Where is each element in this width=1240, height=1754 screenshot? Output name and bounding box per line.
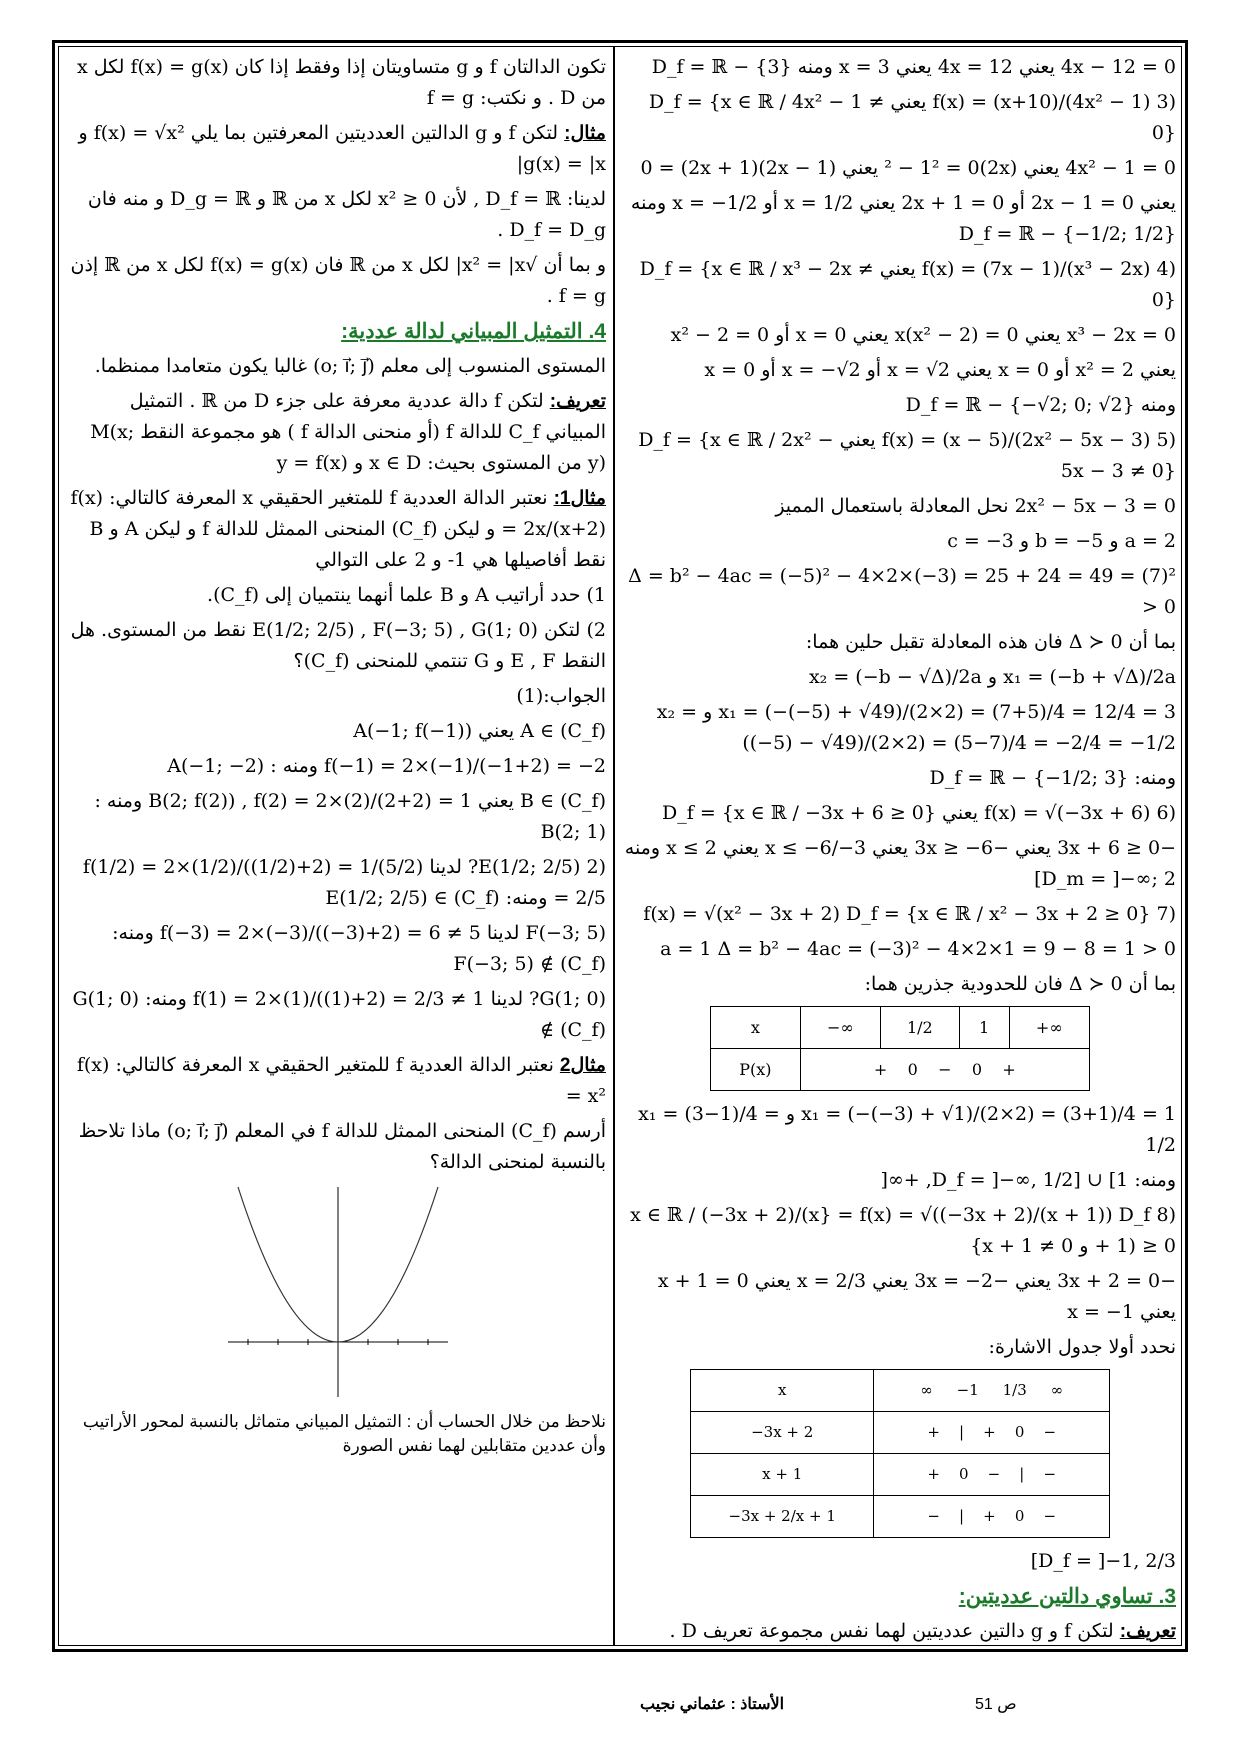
line-r18: −3x + 6 ≥ 0 يعني −3x ≥ −6 يعني x ≤ −6/−3 يعني x ≤ 2 ومنه D_m = ]−∞; 2] <box>624 837 1176 890</box>
sign-value: + <box>873 1060 888 1079</box>
header-value: 1/3 <box>1002 1381 1027 1399</box>
equality-definition-block <box>624 1616 1176 1647</box>
sign-value: − <box>927 1507 940 1525</box>
equality-definition: تكون الدالتان f و g متساويتان إذا وفقط إذا كان f(x) = g(x) لكل x من D . و نكتب: f = g <box>76 56 606 109</box>
line-r16: ومنه: D_f = ℝ − {−1/2; 3} <box>929 767 1176 789</box>
answer-label: الجواب:(1) <box>516 685 606 707</box>
table-cell: −∞ <box>800 1007 880 1049</box>
header-value: −1 <box>956 1381 979 1399</box>
line-r4: يعني 2x − 1 = 0 أو 2x + 1 = 0 يعني x = 1/2 أو x = −1/2 ومنه D_f = ℝ − {−1/2; 1/2} <box>630 192 1176 245</box>
table-cell: 1/2 <box>881 1007 960 1049</box>
line-r21: بما أن Δ ≻ 0 فان للحدودية جذرين هما: <box>864 973 1176 995</box>
example1-block <box>70 483 606 576</box>
example1-text: نعتبر الدالة العددية f للمتغير الحقيقي x المعرفة كالتالي: f(x) = 2x/(x+2) و ليكن (C_f) المنحنى الممثل للدالة f و ليكن A و B نقط أفاصيلها هي 1- و 2 على التوالي <box>70 487 606 571</box>
example-conclusion: و بما أن √x² = |x| لكل x من ℝ فان f(x) = g(x) لكل x من ℝ إذن f = g . <box>70 254 606 307</box>
example2-question: أرسم (C_f) المنحنى الممثل للدالة f في المعلم (o; i⃗; j⃗) ماذا تلاحظ بالنسبة لمنحنى الدالة؟ <box>78 1120 606 1173</box>
sign-value: − <box>1043 1507 1057 1525</box>
table-row <box>691 1370 1110 1412</box>
line-r10: 2x² − 5x − 3 = 0 نحل المعادلة باستعمال المميز <box>775 495 1176 517</box>
line-r26: نحدد أولا جدول الاشارة: <box>988 1336 1176 1358</box>
example-intro: لتكن f و g الدالتين العدديتين المعرفتين بما يلي f(x) = √x² و g(x) = |x| <box>78 122 606 175</box>
line-r17: (6 f(x) = √(−3x + 6) يعني D_f = {x ∈ ℝ / −3x + 6 ≥ 0} <box>662 802 1176 824</box>
column-divider <box>613 46 615 1646</box>
example2-text: نعتبر الدالة العددية f للمتغير الحقيقي x المعرفة كالتالي: f(x) = x² <box>76 1054 606 1107</box>
header-value: ∞ <box>920 1381 933 1399</box>
right-column <box>624 52 1176 1651</box>
line-r14: x₁ = (−b + √Δ)/2a و x₂ = (−b − √Δ)/2a <box>808 666 1176 688</box>
table-cell: 1 <box>959 1007 1009 1049</box>
table-cell <box>800 1049 1089 1091</box>
example-domain: لدينا: D_f = ℝ , لأن x² ≥ 0 لكل x من ℝ و D_g = ℝ و منه فان D_f = D_g . <box>87 188 606 241</box>
table-cell <box>874 1370 1110 1412</box>
sign-value: | <box>959 1423 965 1441</box>
table-row <box>711 1049 1090 1091</box>
table-cell: x + 1 <box>691 1454 874 1496</box>
plane-note: المستوى المنسوب إلى معلم (o; i⃗; j⃗) غالبا يكون متعامدا ممنظما. <box>94 355 606 377</box>
table-cell: x <box>711 1007 801 1049</box>
table-cell: +∞ <box>1009 1007 1089 1049</box>
table-cell: −3x + 2/x + 1 <box>691 1496 874 1538</box>
sign-value: 0 <box>971 1060 983 1079</box>
sign-value: 0 <box>907 1060 918 1079</box>
line-r9: (5 f(x) = (x − 5)/(2x² − 5x − 3) يعني D_f = {x ∈ ℝ / 2x² − 5x − 3 ≠ 0} <box>638 429 1176 482</box>
table-cell <box>874 1454 1110 1496</box>
table-cell <box>874 1412 1110 1454</box>
sign-value: | <box>1019 1465 1025 1483</box>
answer-g: G(1; 0)? لدينا f(1) = 2×(1)/((1)+2) = 2/3 ≠ 1 ومنه: G(1; 0) ∉ (C_f) <box>72 988 606 1041</box>
sign-value: 0 <box>1014 1507 1025 1525</box>
line-r12: Δ = b² − 4ac = (−5)² − 4×2×(−3) = 25 + 24 = 49 = (7)² > 0 <box>628 565 1176 618</box>
line-r13: بما أن Δ ≻ 0 فان هذه المعادلة تقبل حلين هما: <box>805 631 1176 653</box>
line-r2: (3 f(x) = (x+10)/(4x² − 1) يعني D_f = {x ∈ ℝ / 4x² − 1 ≠ 0} <box>648 91 1176 144</box>
footer-author: الأستاذ : عثماني نجيب <box>640 1696 785 1713</box>
sign-table-1 <box>710 1006 1090 1091</box>
line-r19: (7 f(x) = √(x² − 3x + 2) D_f = {x ∈ ℝ / x² − 3x + 2 ≥ 0} <box>643 903 1176 925</box>
table-cell: −3x + 2 <box>691 1412 874 1454</box>
sign-value: 0 <box>1014 1423 1025 1441</box>
line-r23: ومنه: D_f = ]−∞, 1/2] ∪ [1, +∞[ <box>880 1169 1176 1191</box>
definition-block <box>70 386 606 479</box>
sign-value: + <box>983 1507 996 1525</box>
line-r7: يعني x² = 2 أو x = 0 يعني x = √2 أو x = −√2 أو x = 0 <box>704 359 1176 381</box>
section-3-title: 3. تساوي دالتين عدديتين: <box>958 1585 1176 1608</box>
table-row <box>691 1412 1110 1454</box>
sign-value: | <box>959 1507 965 1525</box>
definition-text: لتكن f دالة عددية معرفة على جزء D من ℝ . التمثيل المبياني C_f للدالة f (أو منحنى الدالة f ) هو مجموعة النقط M(x; y) من المستوى بحيث: x ∈ D و y = f(x) <box>90 390 606 474</box>
question-1: 1) حدد أراتيب A و B علما أنهما ينتميان إلى (C_f). <box>207 584 606 606</box>
line-r1: 4x − 12 = 0 يعني 4x = 12 يعني x = 3 ومنه D_f = ℝ − {3} <box>651 56 1176 78</box>
line-r3: 4x² − 1 = 0 يعني (2x)² − 1² = 0 يعني (2x − 1)(2x + 1) = 0 <box>640 157 1176 179</box>
sign-value: − <box>938 1060 952 1079</box>
example2-label: مثال2 <box>559 1055 606 1076</box>
sign-value: − <box>987 1465 1001 1483</box>
graph-note: نلاحظ من خلال الحساب أن : التمثيل المبياني متماثل بالنسبة لمحور الأراتيب وأن عددين متقابلين لهما نفس الصورة <box>82 1412 606 1455</box>
line-r5: (4 f(x) = (7x − 1)/(x³ − 2x) يعني D_f = {x ∈ ℝ / x³ − 2x ≠ 0} <box>639 258 1176 311</box>
sign-value: + <box>927 1423 940 1441</box>
table-row <box>711 1007 1090 1049</box>
table-row <box>691 1454 1110 1496</box>
line-r27: D_f = ]−1, 2/3] <box>1030 1550 1176 1572</box>
definition-label: تعريف: <box>1119 1621 1176 1642</box>
table-row <box>691 1496 1110 1538</box>
table-cell <box>874 1496 1110 1538</box>
example2-block <box>70 1050 606 1112</box>
table-cell: x <box>691 1370 874 1412</box>
definition-label: تعريف: <box>549 391 606 412</box>
answer-e: (2 E(1/2; 2/5)? لدينا f(1/2) = 2×(1/2)/((1/2)+2) = 1/(5/2) = 2/5 ومنه: E(1/2; 2/5) ∈ (C_f) <box>82 856 606 909</box>
left-column <box>70 52 606 1462</box>
sign-value: + <box>1002 1060 1016 1079</box>
sign-value: − <box>1043 1423 1057 1441</box>
page-number: ص 51 <box>975 1696 1017 1713</box>
answer-a-1: A ∈ (C_f) يعني A(−1; f(−1)) <box>353 720 606 742</box>
example-block <box>70 118 606 180</box>
header-value: ∞ <box>1050 1381 1064 1399</box>
answer-f: F(−3; 5) لدينا f(−3) = 2×(−3)/((−3)+2) = 6 ≠ 5 ومنه: F(−3; 5) ∉ (C_f) <box>112 922 606 975</box>
answer-b: B ∈ (C_f) يعني B(2; f(2)) , f(2) = 2×(2)/(2+2) = 1 ومنه : B(2; 1) <box>94 790 606 843</box>
line-r22: x₁ = (−(−3) + √1)/(2×2) = (3+1)/4 = 1 و x₁ = (3−1)/4 = 1/2 <box>638 1103 1176 1156</box>
line-r25: −3x + 2 = 0 يعني −3x = −2 يعني x = 2/3 يعني x + 1 = 0 يعني x = −1 <box>657 1270 1176 1323</box>
answer-a-2: f(−1) = 2×(−1)/(−1+2) = −2 ومنه : A(−1; −2) <box>167 755 606 777</box>
line-r11: a = 2 و b = −5 و c = −3 <box>947 530 1176 552</box>
example1-label: مثال1: <box>553 488 606 509</box>
line-r8: ومنه D_f = ℝ − {−√2; 0; √2} <box>905 394 1176 416</box>
sign-table-2 <box>690 1369 1110 1538</box>
sign-value: + <box>983 1423 996 1441</box>
sign-value: 0 <box>959 1465 969 1483</box>
question-2: 2) لتكن E(1/2; 2/5) , F(−3; 5) , G(1; 0) نقط من المستوى. هل النقط E , F و G تنتمي للمنحنى (C_f)؟ <box>70 619 606 672</box>
table-cell: P(x) <box>711 1049 801 1091</box>
section-4-title: 4. التمثيل المبياني لدالة عددية: <box>341 320 606 343</box>
sign-value: + <box>927 1465 940 1483</box>
line-r6: x³ − 2x = 0 يعني x(x² − 2) = 0 يعني x = 0 أو x² − 2 = 0 <box>670 324 1176 346</box>
parabola-graph <box>218 1182 458 1402</box>
sign-value: − <box>1043 1465 1057 1483</box>
definition-text: لتكن f و g دالتين عدديتين لهما نفس مجموعة تعريف D . <box>669 1620 1114 1642</box>
line-r24: (8 f(x) = √((−3x + 2)/(x + 1)) D_f = {x ∈ ℝ / (−3x + 2)/(x + 1) ≥ 0 و x + 1 ≠ 0} <box>630 1204 1176 1257</box>
line-r20: a = 1 Δ = b² − 4ac = (−3)² − 4×2×1 = 9 − 8 = 1 > 0 <box>660 938 1176 960</box>
example-label: مثال: <box>564 123 606 144</box>
line-r15: x₁ = (−(−5) + √49)/(2×2) = (7+5)/4 = 12/4 = 3 و x₂ = ((−5) − √49)/(2×2) = (5−7)/4 = −2/4 = −1/2 <box>656 701 1176 754</box>
